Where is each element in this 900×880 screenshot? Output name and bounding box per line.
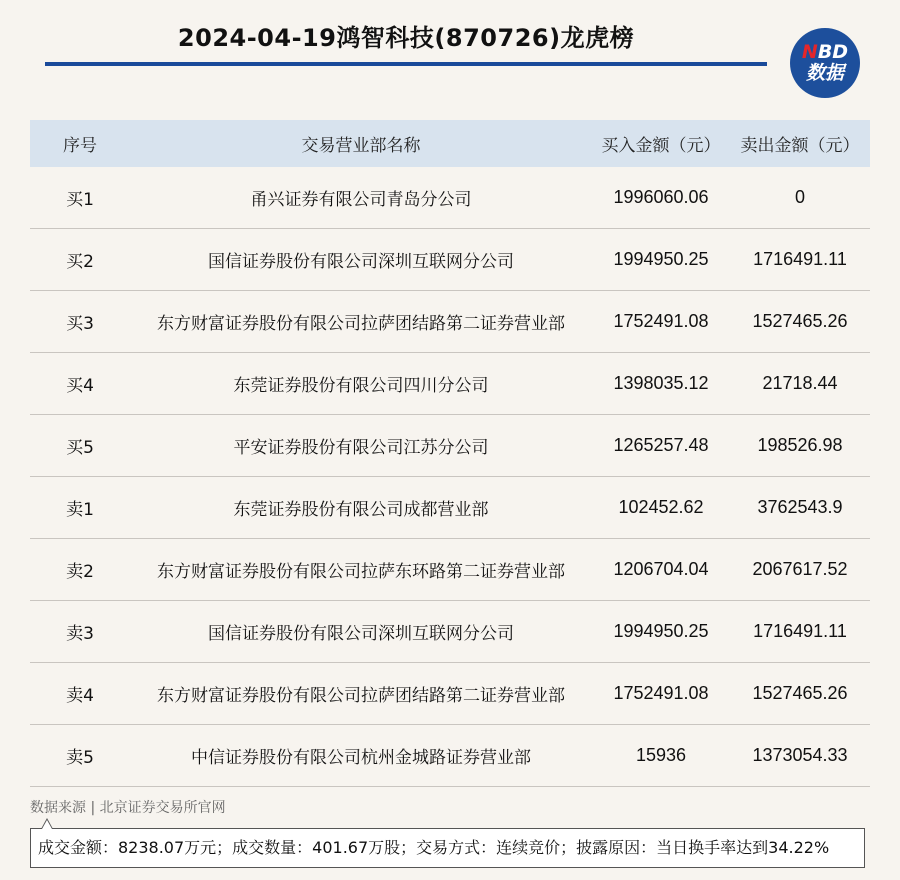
row-buy-amount: 1994950.25 (613, 621, 709, 641)
row-broker-name: 中信证券股份有限公司杭州金城路证券营业部 (191, 748, 531, 768)
table-row (30, 663, 870, 725)
table-row (30, 229, 870, 291)
table-header (30, 120, 870, 167)
row-sell-amount: 0 (794, 187, 805, 207)
table-row (30, 167, 870, 229)
row-buy-amount: 1398035.12 (613, 373, 709, 393)
row-sell-amount: 1716491.11 (753, 249, 847, 269)
row-broker-name: 甬兴证券有限公司青岛分公司 (250, 190, 472, 210)
row-sell-amount: 1527465.26 (752, 311, 848, 331)
nbd-data-logo (790, 28, 860, 98)
row-broker-name: 国信证券股份有限公司深圳互联网分公司 (208, 252, 514, 272)
page-title: 2024-04-19鸿智科技(870726)龙虎榜 (177, 24, 635, 52)
trade-summary: 成交金额：8238.07万元；成交数量：401.67万股；交易方式：连续竞价；披露原因：当日换手率达到34.22% (30, 828, 865, 868)
row-broker-name: 东莞证券股份有限公司四川分公司 (233, 376, 489, 396)
row-buy-amount: 1206704.04 (613, 559, 709, 579)
row-buy-amount: 1752491.08 (613, 683, 709, 703)
data-source: 数据来源 | 北京证券交易所官网 (30, 800, 226, 816)
row-sell-amount: 2067617.52 (752, 559, 848, 579)
callout-pointer-fill (42, 820, 52, 829)
table-row (30, 725, 870, 787)
table-body (30, 167, 870, 787)
row-sell-amount: 198526.98 (757, 435, 843, 455)
table-row (30, 291, 870, 353)
table-row (30, 477, 870, 539)
table-row (30, 415, 870, 477)
col-header-sell: 卖出金额（元） (740, 136, 860, 156)
row-seq: 卖3 (66, 624, 94, 644)
row-sell-amount: 21718.44 (762, 373, 838, 393)
logo-bd: BD (817, 41, 849, 63)
table-row (30, 601, 870, 663)
row-broker-name: 东方财富证券股份有限公司拉萨团结路第二证券营业部 (157, 686, 565, 706)
row-seq: 买5 (66, 438, 94, 458)
row-buy-amount: 15936 (635, 745, 687, 765)
row-seq: 买2 (66, 252, 94, 272)
row-buy-amount: 1265257.48 (613, 435, 709, 455)
row-seq: 买1 (66, 190, 94, 210)
row-seq: 卖2 (66, 562, 94, 582)
row-buy-amount: 1996060.06 (613, 187, 709, 207)
title-underline (45, 62, 767, 66)
row-seq: 卖1 (66, 500, 94, 520)
lhb-table (30, 120, 870, 787)
row-seq: 买4 (66, 376, 94, 396)
row-broker-name: 平安证券股份有限公司江苏分公司 (233, 438, 489, 458)
logo-data-text: 数据 (805, 62, 844, 84)
row-sell-amount: 1373054.33 (752, 745, 848, 765)
col-header-seq: 序号 (63, 136, 97, 156)
header (0, 0, 900, 110)
logo-n: N (801, 41, 818, 63)
row-broker-name: 东方财富证券股份有限公司拉萨东环路第二证券营业部 (157, 562, 565, 582)
row-sell-amount: 1716491.11 (753, 621, 847, 641)
row-broker-name: 东方财富证券股份有限公司拉萨团结路第二证券营业部 (157, 314, 565, 334)
row-buy-amount: 102452.62 (618, 497, 704, 517)
row-broker-name: 国信证券股份有限公司深圳互联网分公司 (208, 624, 514, 644)
row-sell-amount: 1527465.26 (752, 683, 848, 703)
table-row (30, 353, 870, 415)
row-broker-name: 东莞证券股份有限公司成都营业部 (233, 500, 489, 520)
row-seq: 卖4 (66, 686, 94, 706)
row-buy-amount: 1752491.08 (613, 311, 709, 331)
table-row (30, 539, 870, 601)
row-buy-amount: 1994950.25 (613, 249, 709, 269)
row-seq: 卖5 (66, 748, 94, 768)
row-seq: 买3 (66, 314, 94, 334)
col-header-name: 交易营业部名称 (301, 136, 421, 156)
col-header-buy: 买入金额（元） (601, 136, 721, 156)
row-sell-amount: 3762543.9 (757, 497, 843, 517)
